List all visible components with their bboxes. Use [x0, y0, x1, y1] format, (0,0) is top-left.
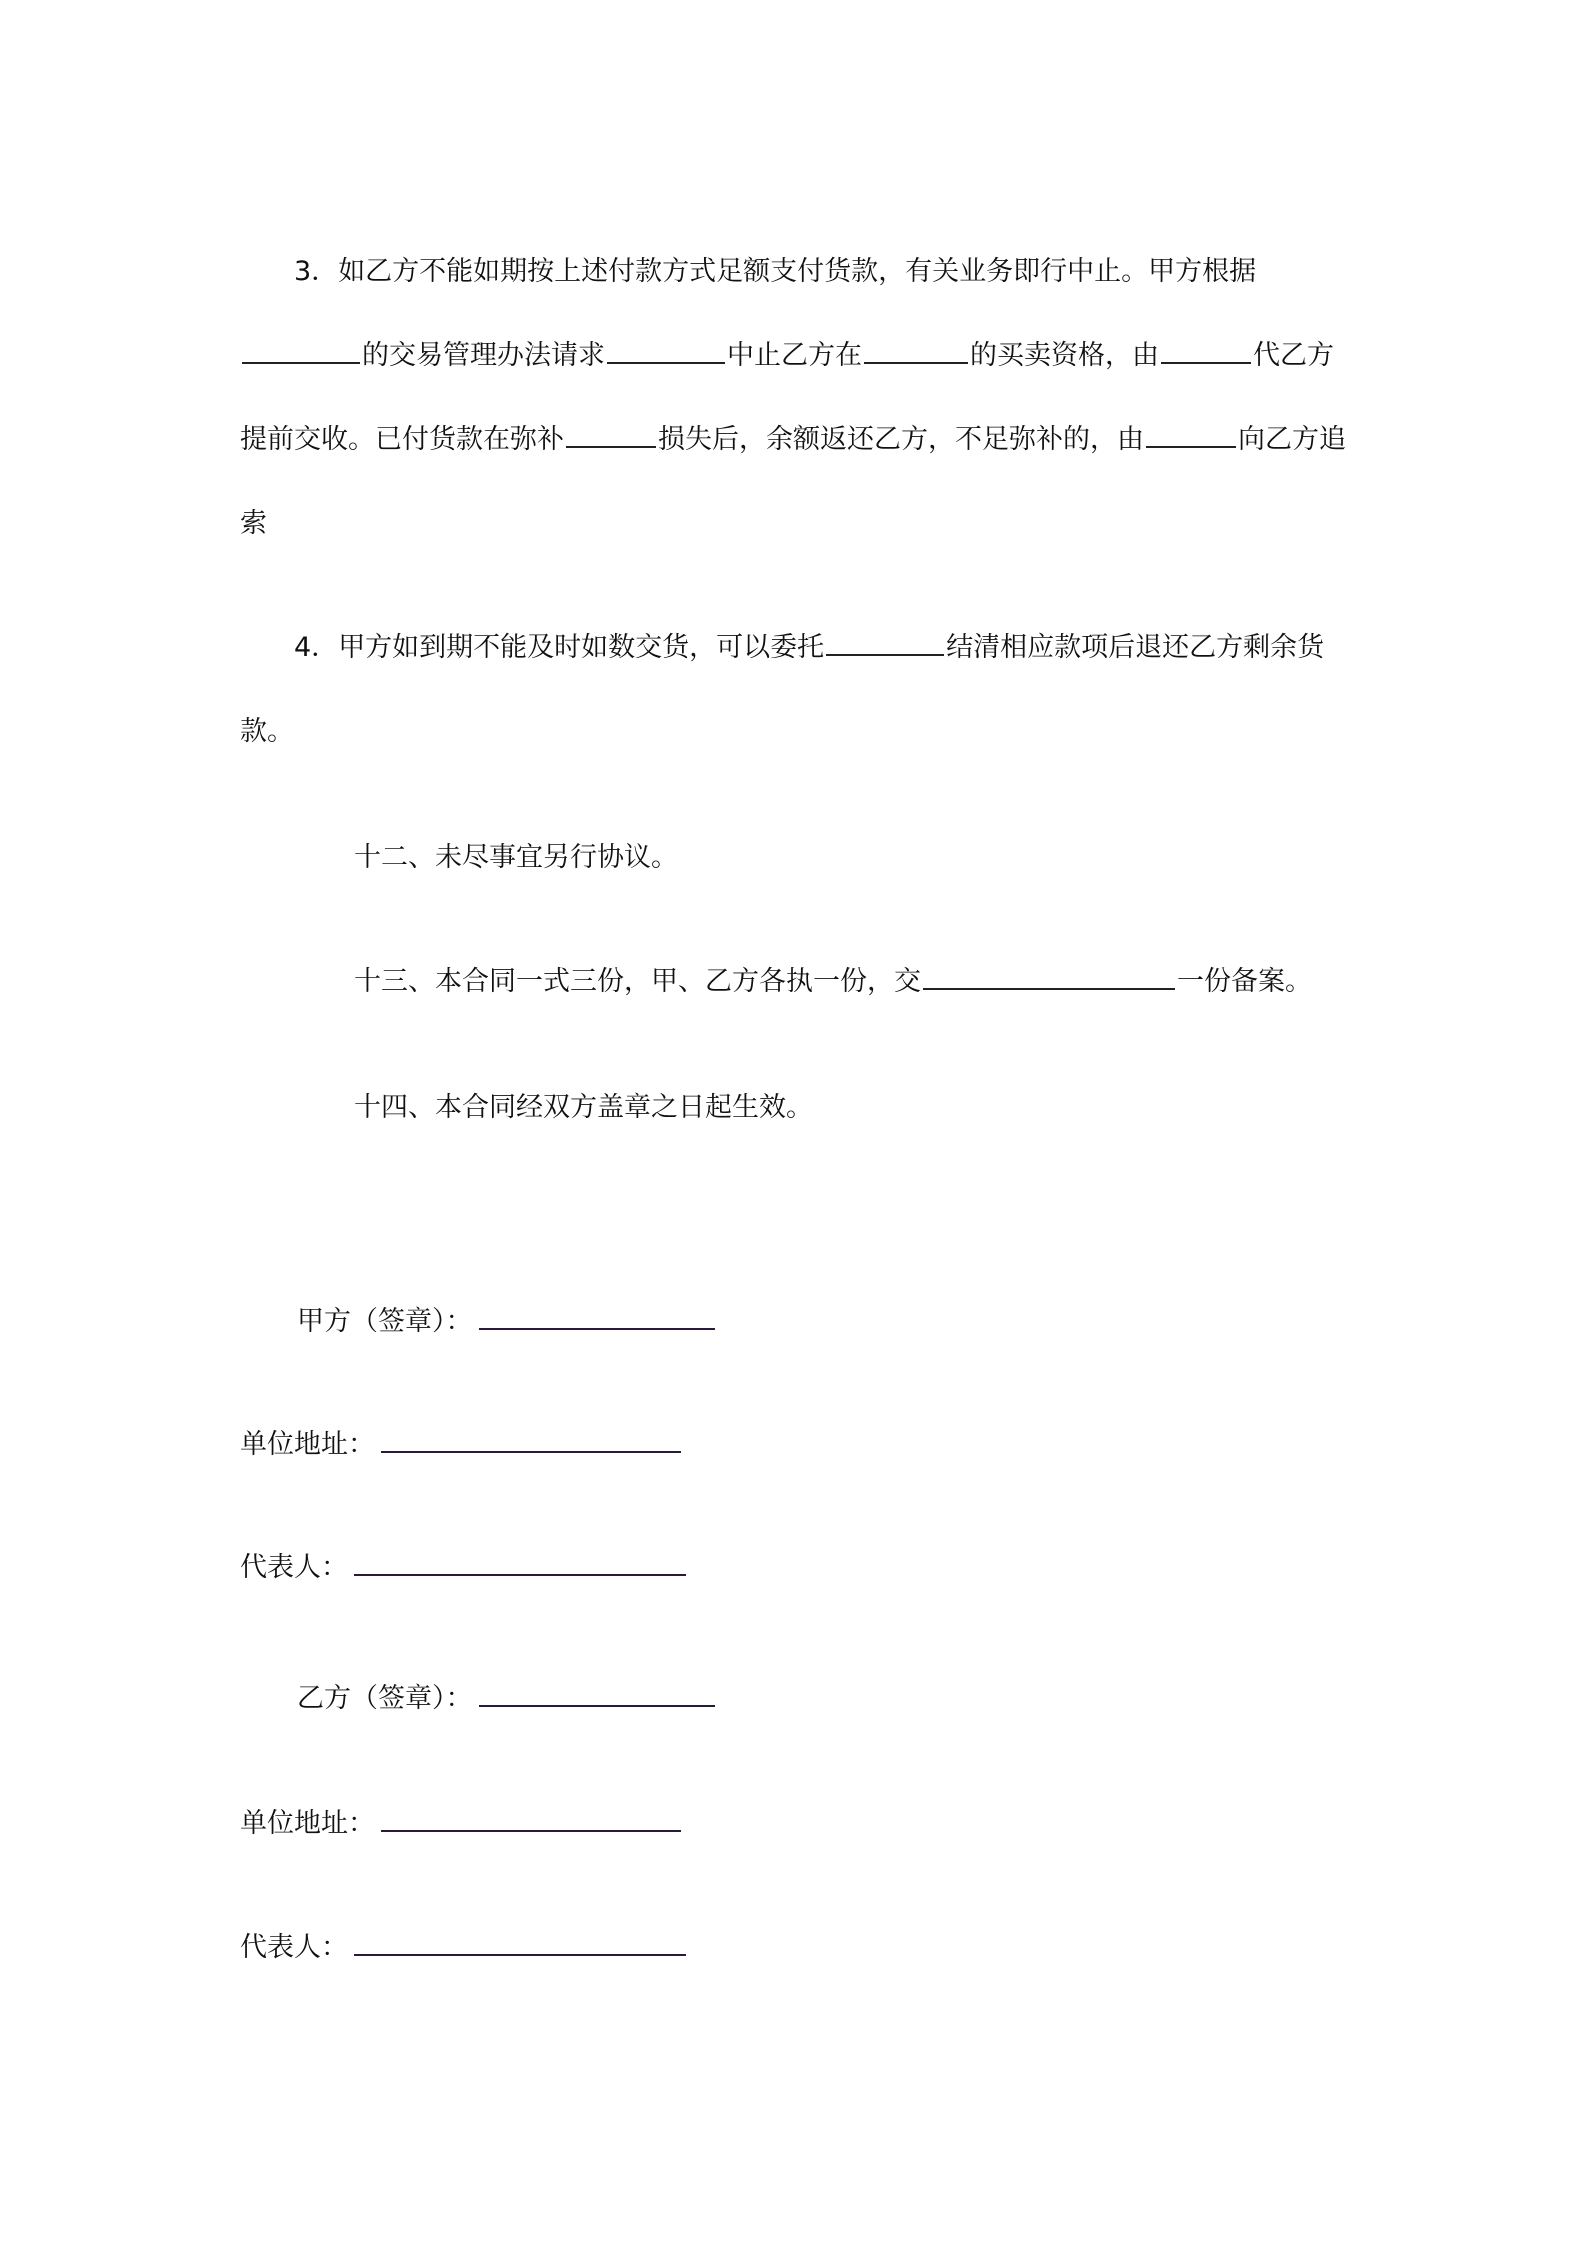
clause-13 — [354, 962, 1312, 1002]
blank-line — [1161, 336, 1251, 364]
clause-3 — [240, 230, 1350, 566]
blank-line — [923, 962, 1175, 990]
party-b-sign-label: 乙方（签章）： — [297, 1683, 473, 1714]
clause-4-text-2: 结清相应款项后退还乙方剩余货款。 — [240, 632, 1325, 747]
party-a-address-field[interactable] — [381, 1423, 681, 1453]
party-a-rep-row — [240, 1546, 686, 1588]
blank-line — [864, 336, 968, 364]
party-a-sign-label: 甲方（签章）： — [297, 1306, 473, 1337]
party-b-rep-row — [240, 1926, 686, 1968]
clause-14: 十四、本合同经双方盖章之日起生效。 — [354, 1092, 813, 1123]
party-b-rep-label: 代表人： — [240, 1932, 348, 1963]
party-b-address-field[interactable] — [381, 1802, 681, 1832]
party-a-address-row — [240, 1423, 681, 1465]
clause-12: 十二、未尽事宜另行协议。 — [354, 842, 678, 873]
blank-line — [242, 336, 360, 364]
clause-3-text-7: 向乙方追索 — [240, 424, 1346, 539]
clause-4 — [240, 606, 1350, 774]
clause-13-text-1: 十三、本合同一式三份，甲、乙方各执一份，交 — [354, 966, 921, 997]
clause-3-number: 3． — [294, 256, 339, 287]
party-b-rep-field[interactable] — [354, 1926, 686, 1956]
clause-3-text-4: 的买卖资格，由 — [970, 340, 1159, 371]
blank-line — [607, 336, 725, 364]
party-b-address-label: 单位地址： — [240, 1808, 375, 1839]
clause-3-text-3: 中止乙方在 — [727, 340, 862, 371]
party-a-rep-field[interactable] — [354, 1546, 686, 1576]
party-a-sign-field[interactable] — [479, 1300, 715, 1330]
blank-line — [826, 628, 944, 656]
party-a-address-label: 单位地址： — [240, 1429, 375, 1460]
clause-3-text-5: 代乙方提前交收。已付货款在弥补 — [240, 340, 1334, 455]
party-b-sign-row — [297, 1677, 715, 1719]
party-a-sign-row — [297, 1300, 715, 1342]
clause-4-number: 4． — [294, 632, 339, 663]
party-b-sign-field[interactable] — [479, 1677, 715, 1707]
clause-4-text-1: 甲方如到期不能及时如数交货，可以委托 — [338, 632, 825, 663]
clause-3-text-1: 如乙方不能如期按上述付款方式足额支付货款，有关业务即行中止。甲方根据 — [338, 256, 1257, 287]
clause-3-text-2: 的交易管理办法请求 — [362, 340, 605, 371]
party-a-rep-label: 代表人： — [240, 1552, 348, 1583]
blank-line — [1146, 420, 1236, 448]
clause-13-text-2: 一份备案。 — [1177, 966, 1312, 997]
clause-3-text-6: 损失后，余额返还乙方，不足弥补的，由 — [658, 424, 1144, 455]
blank-line — [566, 420, 656, 448]
party-b-address-row — [240, 1802, 681, 1844]
